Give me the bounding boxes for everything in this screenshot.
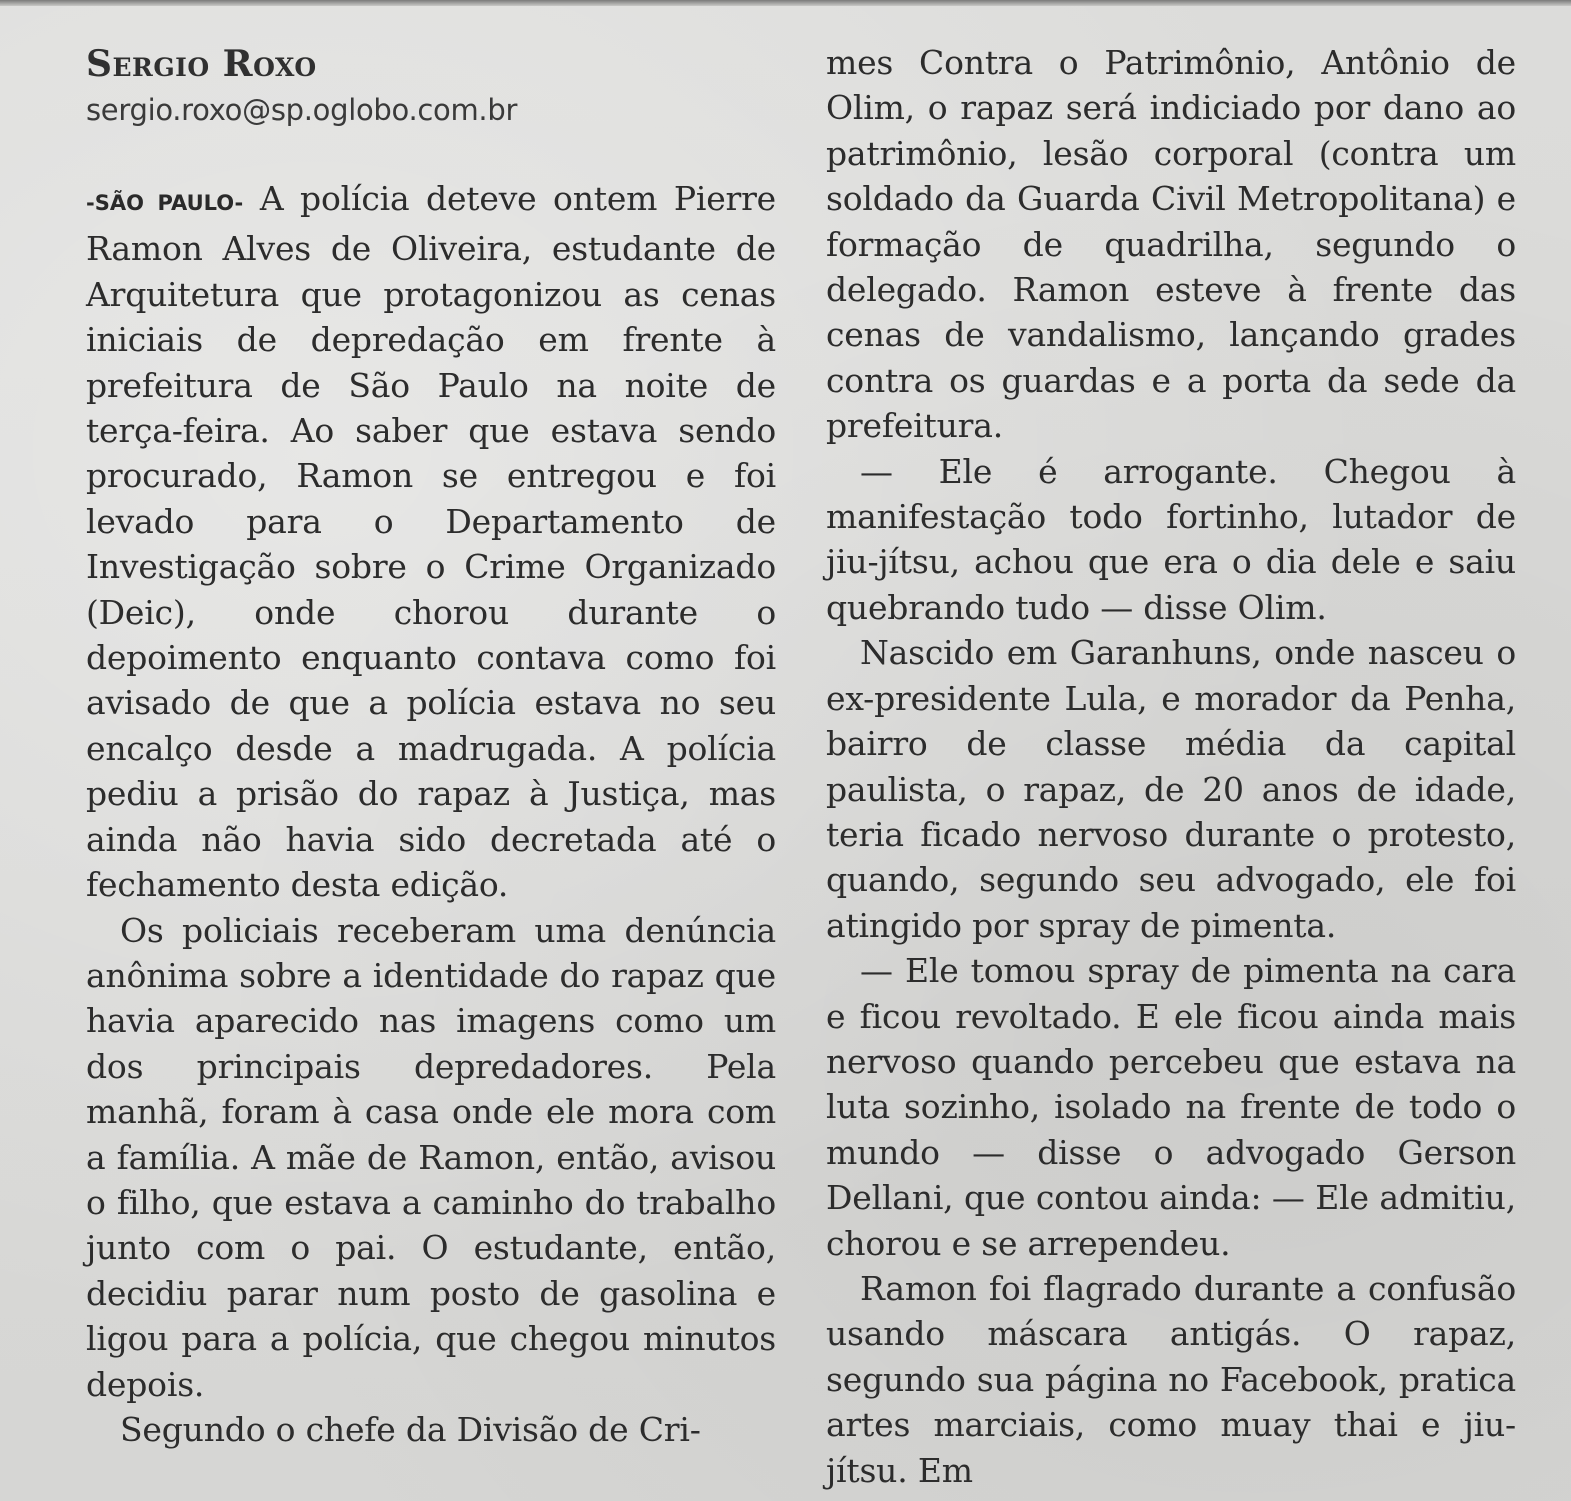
author-name: Sergio Roxo bbox=[86, 43, 317, 85]
lead-paragraph-text: A polícia deteve ontem Pierre Ramon Alves de Oliveira, estudante de Arquitetura que protagonizou as cenas iniciais de depredação em frente à prefeitura de São Paulo na noite de terça-feira. Ao saber que estava sendo procurado, Ramon se entregou e foi levado para o Departamento de Investigação sobre o Crime Organizado (Deic), onde chorou durante o depoimento enquanto contava como foi avisado de que a polícia estava no seu encalço desde a madrugada. A polícia pediu a prisão do rapaz à Justiça, mas ainda não havia sido decretada até o fechamento desta edição. bbox=[86, 179, 777, 905]
lead-paragraph bbox=[86, 176, 776, 908]
quote-paragraph: — Ele é arrogante. Chegou à manifestação todo fortinho, lutador de jiu-jítsu, achou que era o dia dele e saiu quebrando tudo — disse Olim. bbox=[826, 451, 1516, 627]
article-paragraph: Segundo o chefe da Divisão de Cri- bbox=[120, 1409, 701, 1449]
article-column-left bbox=[86, 176, 776, 1452]
page-top-edge bbox=[0, 0, 1571, 6]
dateline: -SÃO PAULO- bbox=[86, 191, 244, 215]
byline bbox=[86, 40, 786, 132]
article-paragraph: Ramon foi flagrado durante a confusão usando máscara antigás. O rapaz, segundo sua página no Facebook, pratica artes marciais, como muay thai e jiu-jítsu. Em bbox=[826, 1268, 1516, 1490]
author-email: sergio.roxo@sp.oglobo.com.br bbox=[86, 93, 518, 127]
article-paragraph: Nascido em Garanhuns, onde nasceu o ex-presidente Lula, e morador da Penha, bairro de classe média da capital paulista, o rapaz, de 20 anos de idade, teria ficado nervoso durante o protesto, quando, segundo seu advogado, ele foi atingido por spray de pimenta. bbox=[826, 633, 1516, 945]
article-paragraph-continued: mes Contra o Patrimônio, Antônio de Olim, o rapaz será indiciado por dano ao patrimônio, lesão corporal (contra um soldado da Guarda Civil Metropolitana) e formação de quadrilha, segundo o delegado. Ramon esteve à frente das cenas de vandalismo, lançando grades contra os guardas e a porta da sede da prefeitura. bbox=[826, 43, 1516, 446]
quote-paragraph: — Ele tomou spray de pimenta na cara e ficou revoltado. E ele ficou ainda mais nervoso quando percebeu que estava na luta sozinho, isolado na frente de todo o mundo — disse o advogado Gerson Dellani, que contou ainda: — Ele admitiu, chorou e se arrependeu. bbox=[826, 951, 1516, 1263]
article-paragraph: Os policiais receberam uma denúncia anônima sobre a identidade do rapaz que havia aparecido nas imagens como um dos principais depredadores. Pela manhã, foram à casa onde ele mora com a família. A mãe de Ramon, então, avisou o filho, que estava a caminho do trabalho junto com o pai. O estudante, então, decidiu parar num posto de gasolina e ligou para a polícia, que chegou minutos depois. bbox=[86, 910, 776, 1404]
article-column-right bbox=[826, 40, 1516, 1493]
adjacent-column-edge bbox=[1556, 40, 1571, 1440]
